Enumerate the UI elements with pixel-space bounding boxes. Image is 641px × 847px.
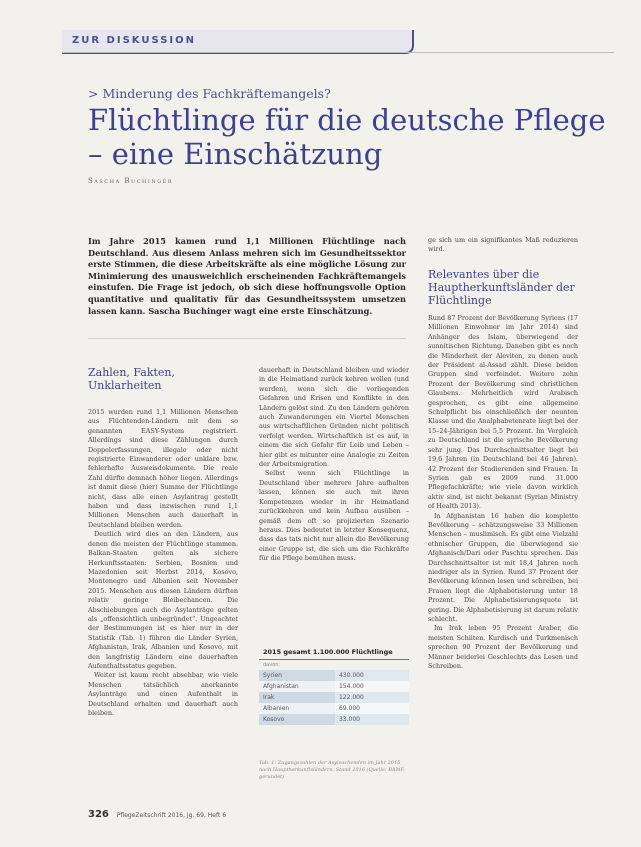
- article-title: Flüchtlinge für die deutsche Pflege – eine Einschätzung: [88, 103, 606, 171]
- col1-body: [88, 408, 238, 803]
- table-cell-count: 33.000: [335, 714, 409, 725]
- col1-heading: Zahlen, Fakten, Unklarheiten: [88, 366, 176, 392]
- col3-paragraph-0: ge sich um ein signifikantes Maß reduzieren wird.: [428, 236, 578, 254]
- table-cell-count: 122.000: [335, 692, 409, 703]
- article-lead: Im Jahre 2015 kamen rund 1,1 Millionen Flüchtlinge nach Deutschland. Aus diesem Anlass mehren sich im Gesundheitssektor erste Stimmen, die diese Arbeitskräfte als eine mögliche Lösung zur Minimierung des unausweichlich erscheinenden Fachkräftemangels einstufen. Die Frage ist jedoch, ob sich diese hoffnungsvolle Option quantitative und qualitativ für das Gesundheitssystem umsetzen lassen kann. Sascha Buchinger wagt eine erste Einschätzung.: [88, 236, 406, 316]
- table-cell-country: Irak: [259, 692, 335, 703]
- header-divider: [62, 52, 614, 53]
- table-cell-country: Albanien: [259, 703, 335, 714]
- section-header-label: ZUR DISKUSSION: [72, 35, 197, 46]
- table-row: [259, 714, 409, 725]
- lead-divider: [88, 338, 406, 339]
- table-cell-count: 430.000: [335, 670, 409, 681]
- article-kicker: > Minderung des Fachkräftemangels?: [88, 86, 331, 101]
- table-cell-country: Kosovo: [259, 714, 335, 725]
- table-cell-country: Syrien: [259, 670, 335, 681]
- refugee-table: [259, 646, 409, 725]
- col3-intro: [428, 236, 578, 266]
- table-row: [259, 692, 409, 703]
- col3-heading: Relevantes über die Hauptherkunftsländer der Flüchtlinge: [428, 268, 575, 307]
- table-cell-count: 154.000: [335, 681, 409, 692]
- col2-paragraph-2: Selbst wenn sich Flüchtlinge in Deutschland über mehrere Jahre aufhalten lassen, können sie auch mit ihren Kompetenzen wieder in ihr Heimatland zurückkehren und kein Aufbau ausüben – gemäß dem oft so projizierten Szenario heraus. Dies bedeutet in letzter Konsequenz, dass das tats nicht nur allein die Bevölkerung einer Gruppe ist, die sich um die Fachkräfte für die Pflege bemühen muss.: [259, 469, 409, 563]
- table-title: 2015 gesamt 1.100.000 Flüchtlinge: [259, 646, 409, 660]
- page-footer: [88, 809, 226, 820]
- table-cell-country: Afghanistan: [259, 681, 335, 692]
- table-row: [259, 703, 409, 714]
- col1-paragraph-2: Deutlich wird dies an den Ländern, aus denen die meisten der Flüchtlinge stammen. Balkan-Staaten gelten als sichere Herkunftsstaaten: Serbien, Bosnien und Mazedonien seit Herbst 2014, Kosovo, Montenegro und Albanien seit November 2015. Menschen aus diesen Ländern dürften relativ geringe Bleibechancen. Die Abschiebungen auch die Asylanträge gelten als „offensichtlich unbegründet“. Ungeachtet der Bestimmungen ist es hier nur in der Statistik (Tab. 1) führen die Länder Syrien, Afghanistan, Irak, Albanien und Kosovo, mit den langfristig Ländern eine dauerhaften Aufenthaltsstatus gegeben.: [88, 530, 238, 670]
- col2-paragraph-1: dauerhaft in Deutschland bleiben und wieder in die Heimatland zurück kehren wollen (und werden), wenn sich die vorliegenden Gefahren und Krisen und Konflikte in den Ländern gelöst sind. Zu den Ländern gehören auch Zuwanderungen ein Viertel Menschen aus wirtschaftlichen Gründen nicht politisch verfolgt werden. Wirtschaftlich ist es auf, in einem die sich Gefahr für Leib und Leben – hier gibt es mitunter eine Analogie zu Zeiten der Arbeitsmigration.: [259, 366, 409, 469]
- col3-paragraph-1: Rund 87 Prozent der Bevölkerung Syriens (17 Millionen Einwohner im Jahr 2014) sind Anhänger des Islam, überwiegend der sunnitischen Richtung. Daneben gibt es noch die Minderheit der Aleviten, zu denen auch der Präsident al-Assad zählt. Diese beiden Gruppen sind verfeindet. Weitere zehn Prozent der Bevölkerung sind christlichen Glaubens. Mehrheitlich wird Arabisch gesprochen, es gibt eine allgemeine Schulpflicht bis einschließlich der neunten Klasse und die Analphabetenrate liegt bei der 15–24-Jährigen bei 5,5 Prozent. Im Vergleich zu Deutschland ist die syrische Bevölkerung sehr jung. Das Durchschnittsalter liegt bei 19,6 Jahren (in Deutschland bei 46 Jahren). 42 Prozent der Studierenden sind Frauen. In Syrien gab es 2009 rund 31.000 Pflegefachkräfte; wie viele davon wirklich aktiv sind, ist nicht bekannt (Syrian Ministry of Health 2013).: [428, 314, 578, 511]
- col3-paragraph-3: Im Irak leben 95 Prozent Araber, die meisten Schiiten. Kurdisch und Turkmenisch sprechen 90 Prozent der Bevölkerung und Männer beiderlei Geschlechts das Lesen und Schreiben.: [428, 624, 578, 671]
- page-number: 326: [88, 809, 109, 820]
- journal-citation: PflegeZeitschrift 2016, Jg. 69, Heft 6: [116, 812, 227, 819]
- table-cell-count: 69.000: [335, 703, 409, 714]
- table-subtitle: davon:: [263, 662, 281, 668]
- table-caption: Tab. 1: Zugangszahlen der Asylsuchenden im Jahr 2015 nach Hauptherkunftsländern, Stand 2016 (Quelle: BAMF, gerundet): [259, 760, 405, 780]
- col1-paragraph-1: 2015 wurden rund 1,1 Millionen Menschen aus Flüchtenden-Ländern mit dem so genannten EASY-System registriert. Allerdings sind diese Zählungen durch Doppelerfassungen, illegale oder nicht registrierte Einwanderer oder unklare bzw. fehlerhafte Ausweisdokumente. Die reale Zahl dürfte demnach höher liegen. Allerdings ist damit diese (hier) Summe der Flüchtlinge nicht, dass alle einen Asylantrag gestellt haben und dass inzwischen rund 1,1 Millionen Menschen auch dauerhaft in Deutschland bleiben werden.: [88, 408, 238, 529]
- article-author: Sascha Buchinger: [88, 177, 174, 185]
- table-row: [259, 670, 409, 681]
- col1-paragraph-3: Weiter ist kaum recht absehbar, wie viele Menschen tatsächlich anerkannte Asylanträge und einen Aufenthalt in Deutschland erhalten und dauerhaft auch bleiben.: [88, 671, 238, 717]
- col3-body: [428, 314, 578, 804]
- table-row: [259, 681, 409, 692]
- col2-body: [259, 366, 409, 638]
- col3-paragraph-2: In Afghanistan 16 haben die komplette Bevölkerung – schätzungsweise 33 Millionen Menschen – muslimisch. Es gibt eine Vielzahl ethnischer Gruppen, die überwiegend sie Afghanisch/Dari oder Paschtu sprechen. Das Durchschnittsalter ist mit 18,4 Jahren noch niedriger als in Syrien. Rund 37 Prozent der Bevölkerung können lesen und schreiben, bei Frauen liegt die Alphabetisierung unter 18 Prozent. Die Alphabetisierungsquote ist gering. Die Alphabetisierung ist darum relativ schlecht.: [428, 511, 578, 623]
